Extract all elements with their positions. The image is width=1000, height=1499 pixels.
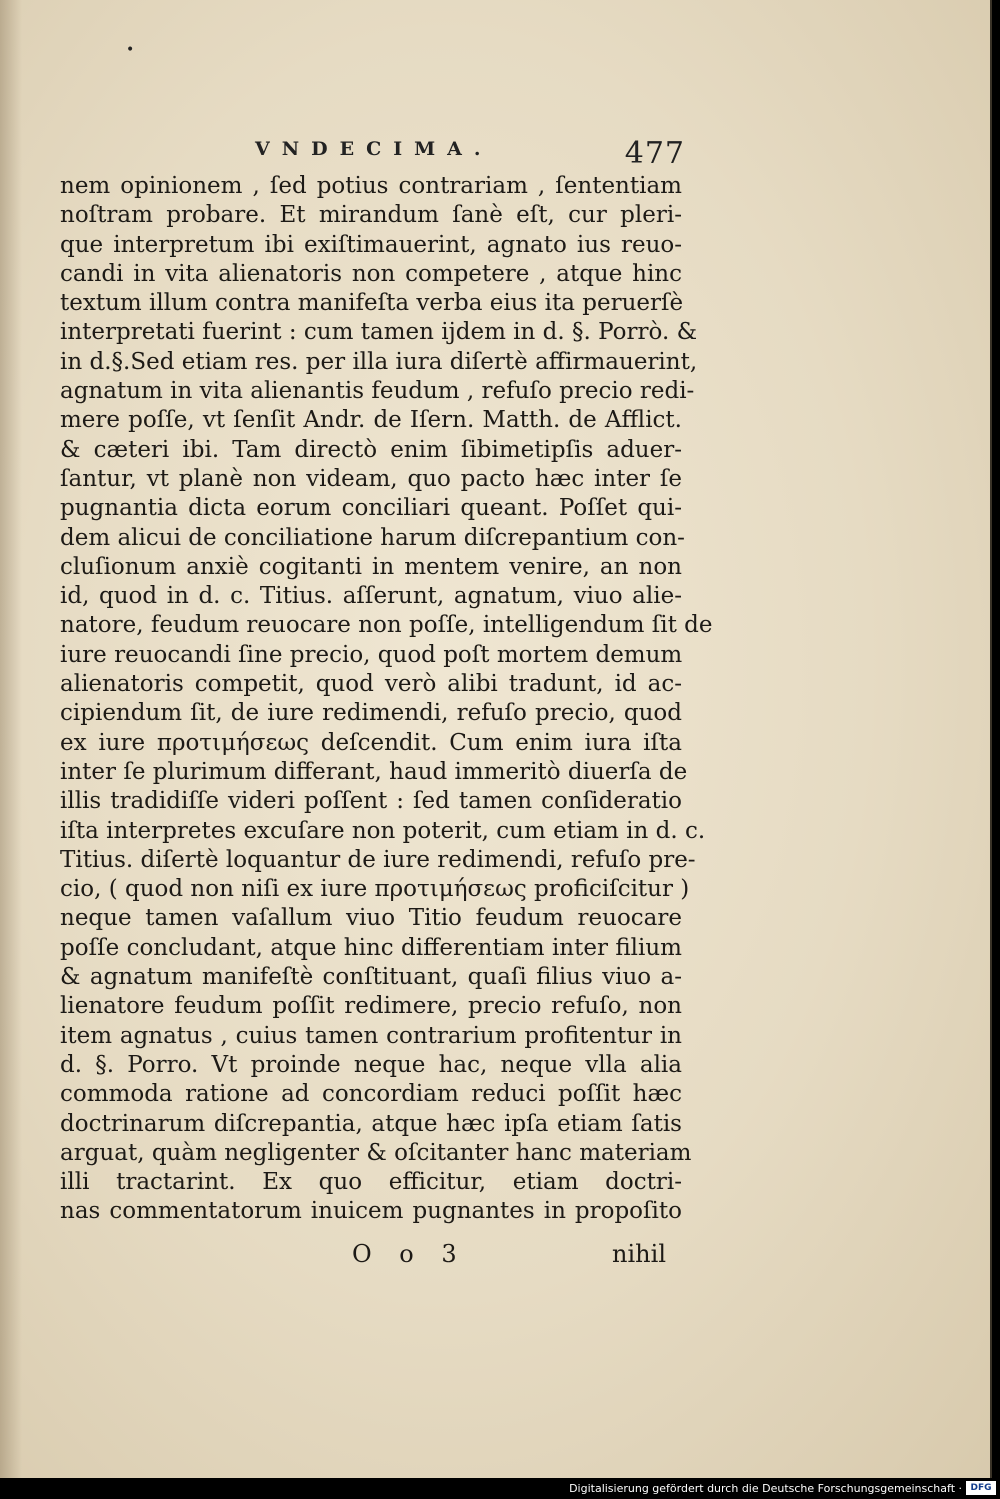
text-line [60,494,682,523]
text-line-content: iure reuocandi ſine precio, quod poſt mortem demum [60,641,683,668]
text-line [60,875,690,904]
text-block [60,172,713,1227]
text-line [60,524,685,553]
text-line [60,1168,682,1197]
text-line [60,201,682,230]
catchword: nihil [612,1240,666,1268]
text-line-content: poſſe concludant, atque hinc differentiam inter filium [60,934,682,961]
page-header [255,136,685,174]
text-line-content: arguat, quàm negligenter & oſcitanter hanc materiam [60,1139,692,1166]
text-line [60,172,682,201]
digitization-credit: Digitalisierung gefördert durch die Deutsche Forschungsgemeinschaft · [569,1482,962,1495]
text-line [60,553,682,582]
text-line [60,406,682,435]
text-line [60,1051,682,1080]
text-line [60,1197,682,1226]
text-line [60,992,682,1021]
text-line [60,1022,682,1051]
text-line-content: item agnatus , cuius tamen contrarium profitentur in [60,1022,682,1049]
text-line [60,1080,682,1109]
text-line [60,260,682,289]
text-line-content: iſta interpretes excuſare non poterit, cum etiam in d. c. [60,817,706,844]
text-line [60,377,695,406]
text-line-content: in d.§.Sed etiam res. per illa iura diſertè affirmauerint, [60,348,698,375]
text-line [60,846,696,875]
page-edge-shadow [0,0,22,1478]
text-line [60,641,682,670]
text-line-content: nas commentatorum inuicem pugnantes in propoſito [60,1198,682,1225]
text-line-content: lienatore feudum poſſit redimere, precio refuſo, non [60,993,682,1020]
text-line [60,1139,692,1168]
text-line-content: mere poſſe, vt ſenſit Andr. de Iſern. Matth. de Afflict. [60,407,682,434]
text-line [60,348,698,377]
signature-mark: O o 3 [352,1240,467,1268]
text-line [60,611,713,640]
text-line [60,1110,682,1139]
text-line-content: dem alicui de conciliatione harum diſcrepantium con- [60,524,685,551]
text-line-content: noſtram probare. Et mirandum ſanè eſt, cur pleri- [60,202,682,229]
text-line [60,670,682,699]
text-line-content: commoda ratione ad concordiam reduci poſſit hæc [60,1081,682,1108]
text-line-content: natore, feudum reuocare non poſſe, intelligendum ſit de [60,612,713,639]
running-head: VNDECIMA. [255,138,493,160]
text-line-content: illi tractarint. Ex quo efficitur, etiam doctri- [60,1169,682,1196]
text-line [60,582,682,611]
text-line-content: id, quod in d. c. Titius. aſſerunt, agnatum, viuo alie- [60,583,682,610]
text-line-content: agnatum in vita alienantis feudum , refuſo precio redi- [60,378,695,405]
text-line-content: Titius. diſertè loquantur de iure redimendi, refuſo pre- [60,846,696,873]
text-line [60,963,682,992]
text-line-content: neque tamen vaſallum viuo Titio feudum reuocare [60,905,682,932]
page-footer [352,1240,666,1276]
text-line [60,904,682,933]
text-line [60,289,682,318]
text-line-content: & cæteri ibi. Tam directò enim ſibimetipſis aduer- [60,436,682,463]
text-line-content: inter ſe plurimum differant, haud immeritò diuerſa de [60,758,688,785]
text-line-content: doctrinarum diſcrepantia, atque hæc ipſa etiam ſatis [60,1110,682,1137]
text-line [60,729,682,758]
text-line [60,318,698,347]
text-line-content: textum illum contra manifeſta verba eius ita peruerſè [60,290,684,317]
text-line [60,934,682,963]
dfg-logo: DFG [966,1481,996,1495]
text-line-content: interpretati fuerint : cum tamen ijdem in d. §. Porrò. & [60,319,698,346]
text-line-content: que interpretum ibi exiſtimauerint, agnato ius reuo- [60,231,682,258]
text-line-content: candi in vita alienatoris non competere , atque hinc [60,260,682,287]
text-line [60,787,682,816]
page-number: 477 [624,136,685,171]
text-line-content: illis tradidiſſe videri poſſent : ſed tamen conſideratio [60,788,682,815]
text-line [60,436,682,465]
text-line-content: ſantur, vt planè non videam, quo pacto hæc inter ſe [60,465,682,492]
text-line [60,231,682,260]
text-line-content: & agnatum manifeſtè conſtituant, quaſi filius viuo a- [60,964,682,991]
text-line-content: cipiendum ſit, de iure redimendi, refuſo precio, quod [60,700,682,727]
text-line-content: d. §. Porro. Vt proinde neque hac, neque vlla alia [60,1051,682,1078]
ink-spot: • [126,42,135,58]
text-line-content: nem opinionem , ſed potius contrariam , ſententiam [60,173,682,199]
text-line-content: cluſionum anxiè cogitanti in mentem venire, an non [60,553,682,580]
text-line [60,758,688,787]
text-line-content: alienatoris competit, quod verò alibi tradunt, id ac- [60,671,682,698]
text-line-content: ex iure προτιμήσεως deſcendit. Cum enim iura iſta [60,729,682,756]
text-line [60,817,706,846]
credit-bar [0,1478,1000,1499]
text-line-content: cio, ( quod non niſi ex iure προτιμήσεως proficiſcitur ) [60,876,690,903]
text-line [60,699,682,728]
text-line [60,465,682,494]
text-line-content: pugnantia dicta eorum conciliari queant. Poſſet qui- [60,495,682,522]
